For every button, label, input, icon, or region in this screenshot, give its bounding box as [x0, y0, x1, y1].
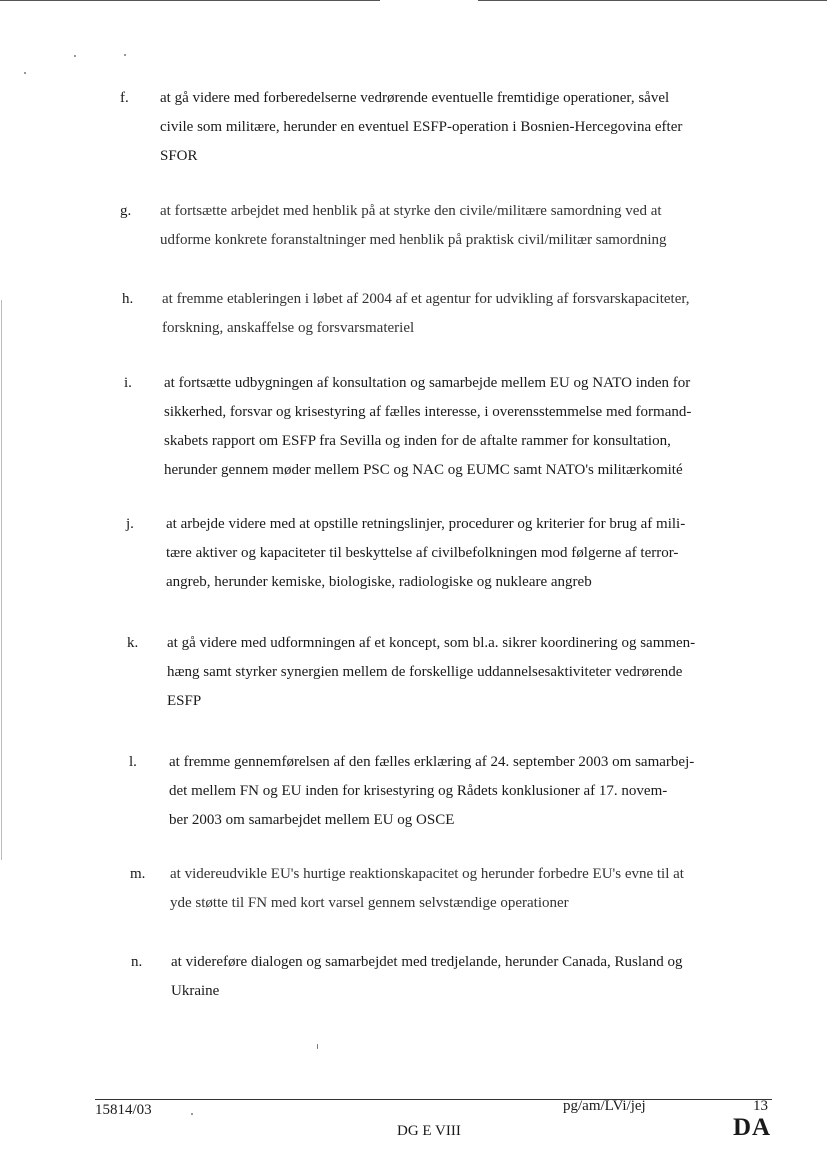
scan-edge-top-left	[0, 0, 380, 1]
footer-directorate: DG E VIII	[397, 1123, 461, 1139]
text-line: hæng samt styrker synergien mellem de forskellige uddannelsesaktiviteter vedrørende	[167, 664, 683, 680]
text-line: forskning, anskaffelse og forsvarsmateriel	[162, 320, 415, 336]
text-line: at videreudvikle EU's hurtige reaktionskapacitet og herunder forbedre EU's evne til at	[170, 866, 684, 882]
text-line: sikkerhed, forsvar og krisestyring af fælles interesse, i overensstemmelse med formand-	[164, 404, 692, 420]
list-item-letter: f.	[120, 90, 129, 106]
text-line: at fremme gennemførelsen af den fælles erklæring af 24. september 2003 om samarbej-	[169, 754, 695, 770]
list-item-text	[164, 369, 784, 485]
text-line: tære aktiver og kapaciteter til beskyttelse af civilbefolkningen mod følgerne af terror-	[166, 545, 679, 561]
list-item-letter: n.	[131, 954, 143, 970]
list-item-text	[171, 948, 791, 1006]
list-item-letter: m.	[130, 866, 146, 882]
text-line: civile som militære, herunder en eventuel ESFP-operation i Bosnien-Hercegovina efter	[160, 119, 683, 135]
list-item-text	[167, 629, 787, 716]
text-line: at arbejde videre med at opstille retningslinjer, procedurer og kriterier for brug af mili-	[166, 516, 686, 532]
scan-speck	[24, 72, 26, 74]
scan-speck	[191, 1113, 193, 1115]
scan-speck	[74, 55, 76, 57]
footer-rule	[95, 1099, 772, 1100]
scan-edge-top-right	[478, 0, 827, 1]
text-line: skabets rapport om ESFP fra Sevilla og inden for de aftalte rammer for konsultation,	[164, 433, 671, 449]
list-item-text	[166, 510, 786, 597]
text-line: at videreføre dialogen og samarbejdet med tredjelande, herunder Canada, Rusland og	[171, 954, 683, 970]
list-item-letter: h.	[122, 291, 134, 307]
text-line: at fortsætte udbygningen af konsultation og samarbejde mellem EU og NATO inden for	[164, 375, 691, 391]
scan-speck	[124, 54, 126, 56]
text-line: herunder gennem møder mellem PSC og NAC og EUMC samt NATO's militærkomité	[164, 462, 683, 478]
text-line: ESFP	[167, 693, 202, 709]
text-line: det mellem FN og EU inden for krisestyring og Rådets konklusioner af 17. novem-	[169, 783, 668, 799]
list-item-letter: i.	[124, 375, 132, 391]
text-line: at fortsætte arbejdet med henblik på at styrke den civile/militære samordning ved at	[160, 203, 662, 219]
list-item-letter: g.	[120, 203, 132, 219]
list-item-text	[170, 860, 790, 918]
text-line: at fremme etableringen i løbet af 2004 af et agentur for udvikling af forsvarskapaciteter,	[162, 291, 690, 307]
text-line: at gå videre med forberedelserne vedrørende eventuelle fremtidige operationer, såvel	[160, 90, 670, 106]
list-item-letter: k.	[127, 635, 139, 651]
text-line: udforme konkrete foranstaltninger med henblik på praktisk civil/militær samordning	[160, 232, 667, 248]
text-line: ber 2003 om samarbejdet mellem EU og OSCE	[169, 812, 455, 828]
list-item-text	[160, 84, 780, 171]
footer-reference: pg/am/LVi/jej	[563, 1098, 646, 1114]
list-item-text	[162, 285, 782, 343]
list-item-text	[160, 197, 780, 255]
list-item-letter: j.	[126, 516, 134, 532]
footer-page-number: 13	[753, 1098, 768, 1114]
list-item-letter: l.	[129, 754, 137, 770]
list-item-text	[169, 748, 789, 835]
text-line: at gå videre med udformningen af et koncept, som bl.a. sikrer koordinering og sammen-	[167, 635, 696, 651]
text-line: angreb, herunder kemiske, biologiske, radiologiske og nukleare angreb	[166, 574, 592, 590]
text-line: SFOR	[160, 148, 198, 164]
footer-language-code: DA	[733, 1114, 772, 1141]
scan-edge-left	[1, 300, 2, 860]
footer-doc-number: 15814/03	[95, 1102, 152, 1118]
text-line: Ukraine	[171, 983, 220, 999]
scan-speck	[317, 1044, 318, 1049]
text-line: yde støtte til FN med kort varsel gennem selvstændige operationer	[170, 895, 569, 911]
